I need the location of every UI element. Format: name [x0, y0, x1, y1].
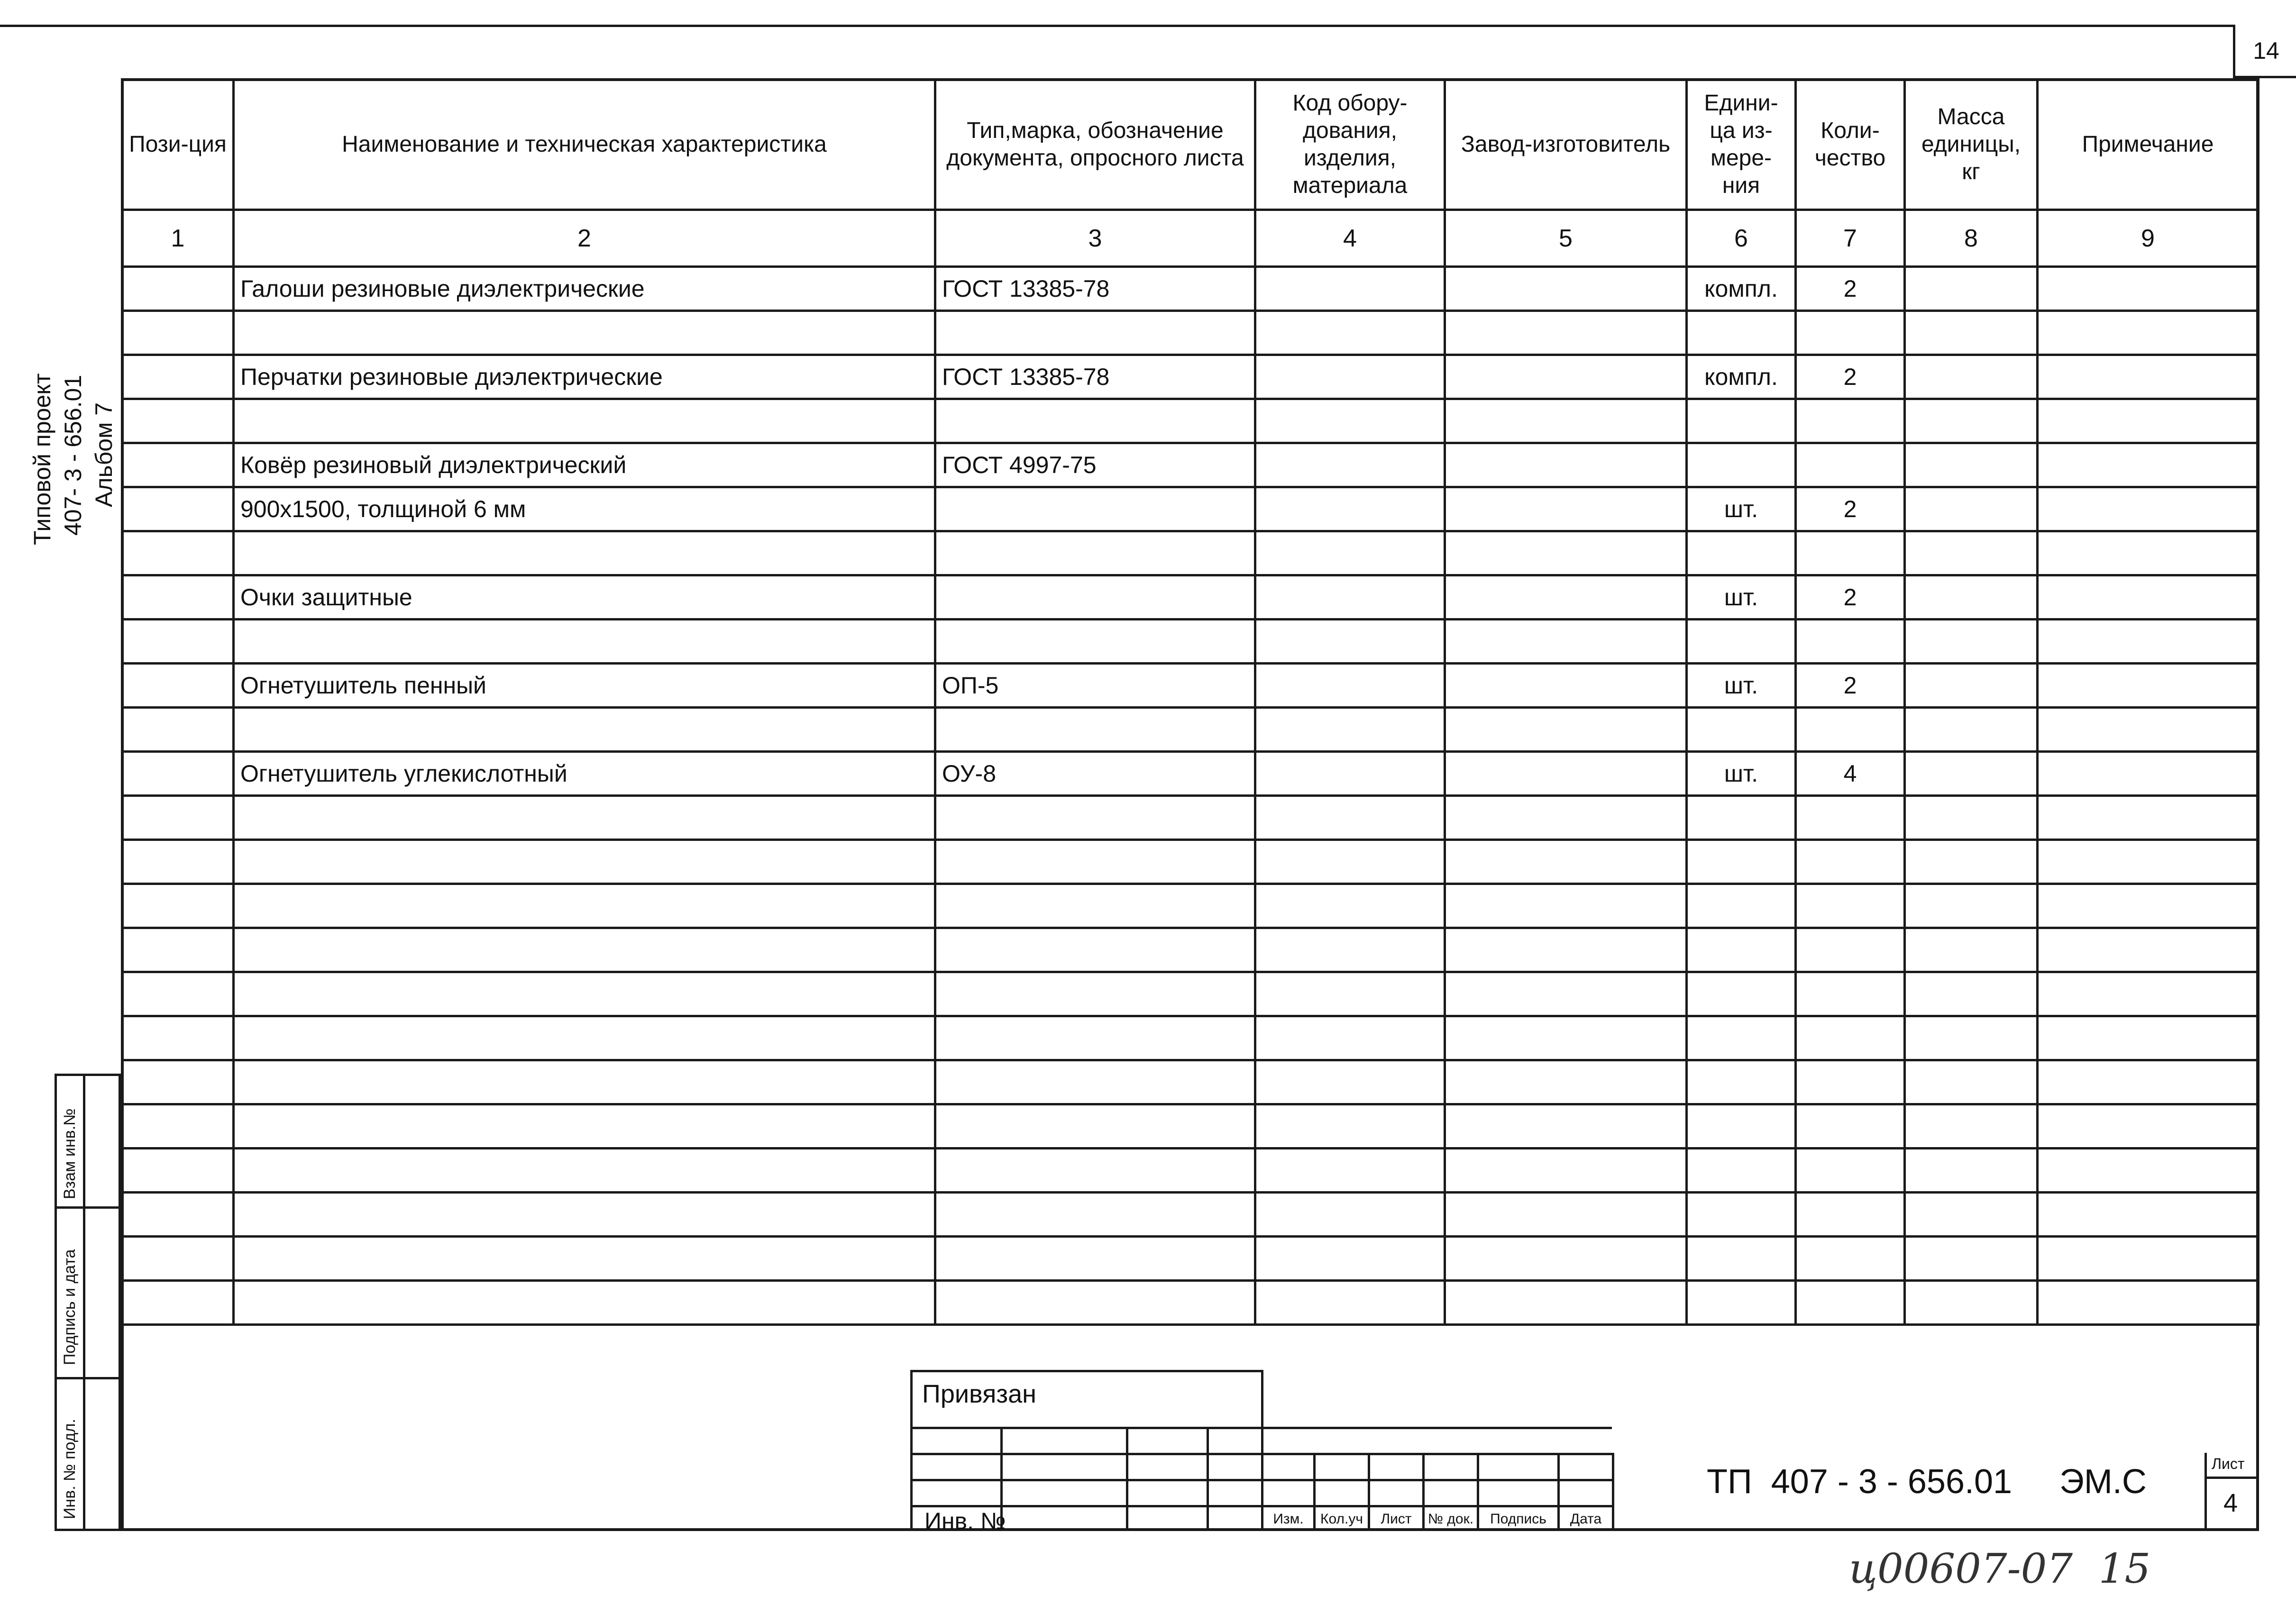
table-cell — [2038, 1149, 2259, 1193]
table-row — [122, 531, 2259, 575]
table-row — [122, 1237, 2259, 1281]
table-cell — [1445, 620, 1687, 664]
stamp-podpis-data: Подпись и дата — [61, 1249, 79, 1365]
table-cell — [2038, 575, 2259, 620]
table-cell — [2038, 531, 2259, 575]
table-cell — [1445, 796, 1687, 840]
table-cell — [1796, 840, 1905, 884]
table-cell — [1255, 972, 1445, 1016]
table-cell — [122, 1016, 234, 1060]
table-cell: ГОСТ 13385-78 — [935, 355, 1255, 399]
table-cell — [1905, 664, 2038, 708]
table-cell — [122, 1193, 234, 1237]
table-cell — [1796, 1016, 1905, 1060]
table-row — [122, 311, 2259, 355]
table-cell: Перчатки резиновые диэлектрические — [234, 355, 935, 399]
table-cell — [1687, 1149, 1796, 1193]
table-cell — [1445, 708, 1687, 752]
col-num: 8 — [1905, 210, 2038, 267]
table-cell — [935, 796, 1255, 840]
table-cell — [1255, 575, 1445, 620]
header-unit: Едини-ца из-мере-ния — [1687, 80, 1796, 210]
table-row — [122, 708, 2259, 752]
inv-no-label: Инв. № — [924, 1508, 1006, 1534]
side-project-line3: Альбом 7 — [91, 402, 117, 507]
table-cell: 900х1500, толщиной 6 мм — [234, 487, 935, 531]
title-col-koluch: Кол.уч — [1320, 1511, 1363, 1527]
table-cell — [1255, 487, 1445, 531]
table-cell — [1255, 1104, 1445, 1149]
table-cell — [1687, 399, 1796, 443]
table-row — [122, 399, 2259, 443]
table-cell — [234, 928, 935, 972]
table-cell — [1905, 443, 2038, 487]
table-cell — [935, 928, 1255, 972]
table-cell — [935, 1281, 1255, 1325]
table-cell — [1905, 355, 2038, 399]
table-cell — [2038, 796, 2259, 840]
table-cell — [1687, 1104, 1796, 1149]
table-cell — [1687, 840, 1796, 884]
table-cell — [122, 708, 234, 752]
table-row — [122, 972, 2259, 1016]
table-row — [122, 487, 2259, 531]
table-cell — [122, 531, 234, 575]
table-cell — [935, 1193, 1255, 1237]
table-cell: ОУ-8 — [935, 752, 1255, 796]
table-cell — [935, 399, 1255, 443]
table-cell — [1445, 311, 1687, 355]
table-row — [122, 1104, 2259, 1149]
stamp-inv-podl: Инв. № подл. — [61, 1419, 79, 1519]
top-rule — [0, 25, 2233, 27]
col-num: 4 — [1255, 210, 1445, 267]
title-col-podpis: Подпись — [1490, 1511, 1546, 1527]
table-cell — [935, 972, 1255, 1016]
table-cell — [2038, 355, 2259, 399]
table-cell — [122, 840, 234, 884]
table-cell — [122, 355, 234, 399]
table-row — [122, 796, 2259, 840]
table-cell: 2 — [1796, 487, 1905, 531]
table-cell — [1796, 1237, 1905, 1281]
table-row — [122, 1281, 2259, 1325]
header-name: Наименование и техническая характеристика — [234, 80, 935, 210]
col-num: 1 — [122, 210, 234, 267]
table-cell — [122, 972, 234, 1016]
header-code: Код обору-дования, изделия, материала — [1255, 80, 1445, 210]
table-cell — [1905, 1104, 2038, 1149]
table-cell — [1255, 1237, 1445, 1281]
table-row — [122, 1016, 2259, 1060]
table-cell — [2038, 1193, 2259, 1237]
sheet-number: 4 — [2223, 1489, 2238, 1517]
table-cell — [1905, 399, 2038, 443]
title-v-3 — [1207, 1427, 1209, 1531]
table-cell — [935, 620, 1255, 664]
table-cell — [234, 1149, 935, 1193]
table-cell — [122, 575, 234, 620]
table-cell — [2038, 1060, 2259, 1104]
table-cell — [234, 972, 935, 1016]
table-cell — [122, 267, 234, 311]
table-cell — [234, 1104, 935, 1149]
table-row — [122, 355, 2259, 399]
table-cell — [1445, 531, 1687, 575]
table-cell — [1687, 1193, 1796, 1237]
table-cell — [1687, 1016, 1796, 1060]
table-cell — [122, 1104, 234, 1149]
table-cell — [1255, 531, 1445, 575]
table-cell — [1796, 708, 1905, 752]
table-cell: ОП-5 — [935, 664, 1255, 708]
header-type: Тип,марка, обозначение документа, опросного листа — [935, 80, 1255, 210]
header-manufacturer: Завод-изготовитель — [1445, 80, 1687, 210]
table-cell — [1905, 1281, 2038, 1325]
table-cell — [1796, 1060, 1905, 1104]
table-cell — [2038, 1237, 2259, 1281]
table-cell: ГОСТ 4997-75 — [935, 443, 1255, 487]
table-cell — [1445, 884, 1687, 928]
table-cell — [234, 1281, 935, 1325]
title-col-izm: Изм. — [1273, 1511, 1304, 1527]
table-cell — [1905, 796, 2038, 840]
table-row — [122, 443, 2259, 487]
table-cell — [935, 575, 1255, 620]
table-cell — [1255, 1060, 1445, 1104]
table-cell — [1687, 1281, 1796, 1325]
header-quantity: Коли-чество — [1796, 80, 1905, 210]
col-num: 3 — [935, 210, 1255, 267]
table-cell: Галоши резиновые диэлектрические — [234, 267, 935, 311]
table-cell — [2038, 1104, 2259, 1149]
table-cell — [1796, 1149, 1905, 1193]
table-cell — [1445, 928, 1687, 972]
handwritten-note: ц00607-07 15 — [1849, 1545, 2151, 1593]
table-cell — [935, 840, 1255, 884]
stamp-strip-divider-1 — [55, 1206, 121, 1209]
table-row — [122, 928, 2259, 972]
table-cell — [1445, 840, 1687, 884]
table-cell — [935, 1237, 1255, 1281]
table-cell — [1796, 1193, 1905, 1237]
table-cell — [1796, 884, 1905, 928]
table-cell — [935, 1060, 1255, 1104]
document-designation: ТП 407 - 3 - 656.01 ЭМ.С — [1707, 1463, 2147, 1501]
table-row — [122, 752, 2259, 796]
table-cell — [1796, 443, 1905, 487]
table-cell — [1796, 928, 1905, 972]
stamp-vzam-inv: Взам инв.№ — [61, 1108, 79, 1199]
table-cell — [2038, 1281, 2259, 1325]
table-cell — [1445, 267, 1687, 311]
table-cell — [1687, 796, 1796, 840]
table-cell — [1905, 311, 2038, 355]
table-cell — [1255, 664, 1445, 708]
table-cell: 2 — [1796, 664, 1905, 708]
table-cell — [1687, 1237, 1796, 1281]
table-cell — [1796, 796, 1905, 840]
table-cell — [935, 311, 1255, 355]
table-cell — [1255, 708, 1445, 752]
table-cell — [1255, 443, 1445, 487]
sheet-box-divider — [2205, 1477, 2259, 1479]
col-num: 9 — [2038, 210, 2259, 267]
table-cell — [1796, 311, 1905, 355]
header-mass: Масса единицы, кг — [1905, 80, 2038, 210]
table-cell — [1445, 1060, 1687, 1104]
title-col-list: Лист — [1381, 1511, 1412, 1527]
sheet-label: Лист — [2212, 1455, 2245, 1472]
table-cell — [1796, 1281, 1905, 1325]
side-project-line1: Типовой проект — [29, 373, 55, 545]
table-cell — [2038, 620, 2259, 664]
table-cell: Огнетушитель пенный — [234, 664, 935, 708]
table-row — [122, 1060, 2259, 1104]
table-cell — [234, 311, 935, 355]
table-cell — [1255, 1016, 1445, 1060]
table-cell — [234, 399, 935, 443]
table-cell — [1255, 355, 1445, 399]
table-cell — [1905, 884, 2038, 928]
table-row — [122, 267, 2259, 311]
table-cell — [935, 1016, 1255, 1060]
table-cell — [935, 531, 1255, 575]
table-cell — [122, 1281, 234, 1325]
table-cell — [1445, 664, 1687, 708]
table-cell — [122, 487, 234, 531]
table-cell — [2038, 708, 2259, 752]
table-cell — [1255, 620, 1445, 664]
table-cell — [1905, 531, 2038, 575]
table-row — [122, 840, 2259, 884]
table-cell — [1905, 708, 2038, 752]
table-cell — [2038, 1016, 2259, 1060]
table-row — [122, 575, 2259, 620]
table-cell: ГОСТ 13385-78 — [935, 267, 1255, 311]
table-cell: 4 — [1796, 752, 1905, 796]
table-cell — [1905, 972, 2038, 1016]
table-cell — [2038, 840, 2259, 884]
table-cell: компл. — [1687, 355, 1796, 399]
table-cell — [122, 884, 234, 928]
table-cell — [1796, 972, 1905, 1016]
table-cell — [122, 664, 234, 708]
table-cell — [2038, 884, 2259, 928]
table-cell — [1687, 443, 1796, 487]
table-cell — [1687, 1060, 1796, 1104]
table-cell — [1905, 575, 2038, 620]
table-cell — [1255, 399, 1445, 443]
table-cell — [122, 620, 234, 664]
table-cell — [1255, 1281, 1445, 1325]
title-col-ndok: № док. — [1427, 1511, 1474, 1527]
table-cell — [1445, 752, 1687, 796]
table-cell — [122, 1237, 234, 1281]
table-cell — [1255, 796, 1445, 840]
table-cell: шт. — [1687, 664, 1796, 708]
table-cell — [1905, 267, 2038, 311]
table-cell — [234, 1016, 935, 1060]
table-cell — [1445, 487, 1687, 531]
table-row — [122, 1149, 2259, 1193]
table-cell — [1445, 355, 1687, 399]
col-num: 6 — [1687, 210, 1796, 267]
table-cell — [2038, 664, 2259, 708]
table-cell — [1255, 1149, 1445, 1193]
table-cell — [1687, 620, 1796, 664]
table-cell — [1905, 1237, 2038, 1281]
table-cell — [122, 796, 234, 840]
stamp-strip-divider-v — [83, 1074, 85, 1531]
title-col-data: Дата — [1570, 1511, 1602, 1527]
table-cell: шт. — [1687, 575, 1796, 620]
table-cell — [1905, 1149, 2038, 1193]
table-cell — [234, 840, 935, 884]
table-cell — [1445, 1016, 1687, 1060]
table-cell — [2038, 311, 2259, 355]
table-cell — [122, 443, 234, 487]
table-cell — [1905, 620, 2038, 664]
title-v-2 — [1126, 1427, 1128, 1531]
table-cell — [1687, 531, 1796, 575]
table-cell — [1687, 311, 1796, 355]
table-cell — [122, 752, 234, 796]
table-cell — [1796, 399, 1905, 443]
table-cell — [1796, 531, 1905, 575]
table-cell — [1445, 1281, 1687, 1325]
table-cell — [2038, 972, 2259, 1016]
table-header-row — [122, 80, 2259, 210]
table-cell — [122, 928, 234, 972]
table-cell — [2038, 752, 2259, 796]
table-cell — [234, 1060, 935, 1104]
side-project-line2: 407- 3 - 656.01 — [60, 374, 86, 536]
table-cell — [1687, 928, 1796, 972]
table-row — [122, 620, 2259, 664]
table-cell — [1905, 1193, 2038, 1237]
table-cell — [1445, 443, 1687, 487]
table-cell — [1445, 972, 1687, 1016]
title-left-border — [910, 1370, 913, 1531]
column-number-row — [122, 210, 2259, 267]
table-cell — [935, 1149, 1255, 1193]
table-cell — [1445, 1193, 1687, 1237]
table-cell: Очки защитные — [234, 575, 935, 620]
table-row — [122, 664, 2259, 708]
table-cell — [1796, 620, 1905, 664]
specification-table — [121, 78, 2259, 1326]
table-cell — [234, 1237, 935, 1281]
header-position: Пози-ция — [122, 80, 234, 210]
table-cell — [935, 884, 1255, 928]
table-cell — [122, 399, 234, 443]
table-cell: Огнетушитель углекислотный — [234, 752, 935, 796]
table-cell: Ковёр резиновый диэлектрический — [234, 443, 935, 487]
table-cell — [935, 708, 1255, 752]
table-cell — [935, 1104, 1255, 1149]
privyazan-label: Привязан — [922, 1380, 1036, 1408]
table-cell — [234, 620, 935, 664]
table-cell — [1796, 1104, 1905, 1149]
table-cell — [1255, 1193, 1445, 1237]
table-cell — [122, 311, 234, 355]
table-cell — [1687, 708, 1796, 752]
table-cell — [1687, 972, 1796, 1016]
table-cell — [1687, 884, 1796, 928]
table-cell — [1255, 840, 1445, 884]
table-cell — [234, 708, 935, 752]
table-cell — [122, 1060, 234, 1104]
table-cell — [1905, 928, 2038, 972]
table-cell: 2 — [1796, 355, 1905, 399]
table-cell: компл. — [1687, 267, 1796, 311]
col-num: 2 — [234, 210, 935, 267]
col-num: 7 — [1796, 210, 1905, 267]
table-cell: шт. — [1687, 752, 1796, 796]
table-cell — [2038, 487, 2259, 531]
table-cell: шт. — [1687, 487, 1796, 531]
table-cell — [1445, 575, 1687, 620]
table-row — [122, 884, 2259, 928]
table-cell — [234, 531, 935, 575]
table-cell — [1905, 1016, 2038, 1060]
table-cell — [935, 487, 1255, 531]
title-v-10 — [1612, 1453, 1614, 1531]
table-cell — [234, 796, 935, 840]
table-cell — [2038, 928, 2259, 972]
table-cell: 2 — [1796, 575, 1905, 620]
table-cell — [1905, 840, 2038, 884]
table-cell — [1255, 752, 1445, 796]
col-num: 5 — [1445, 210, 1687, 267]
table-cell — [1255, 267, 1445, 311]
table-cell — [2038, 399, 2259, 443]
table-cell — [1905, 1060, 2038, 1104]
table-cell — [2038, 267, 2259, 311]
table-cell — [234, 884, 935, 928]
table-cell — [1905, 752, 2038, 796]
stamp-strip-divider-2 — [55, 1377, 121, 1379]
table-cell — [2038, 443, 2259, 487]
top-sheet-number: 14 — [2253, 37, 2279, 64]
table-cell — [1255, 311, 1445, 355]
table-cell — [1445, 399, 1687, 443]
table-cell — [1445, 1237, 1687, 1281]
table-cell — [1445, 1104, 1687, 1149]
table-cell — [1255, 884, 1445, 928]
table-cell — [1445, 1149, 1687, 1193]
table-cell — [234, 1193, 935, 1237]
table-cell: 2 — [1796, 267, 1905, 311]
table-cell — [1255, 928, 1445, 972]
table-cell — [1905, 487, 2038, 531]
table-cell — [122, 1149, 234, 1193]
table-row — [122, 1193, 2259, 1237]
header-note: Примечание — [2038, 80, 2259, 210]
